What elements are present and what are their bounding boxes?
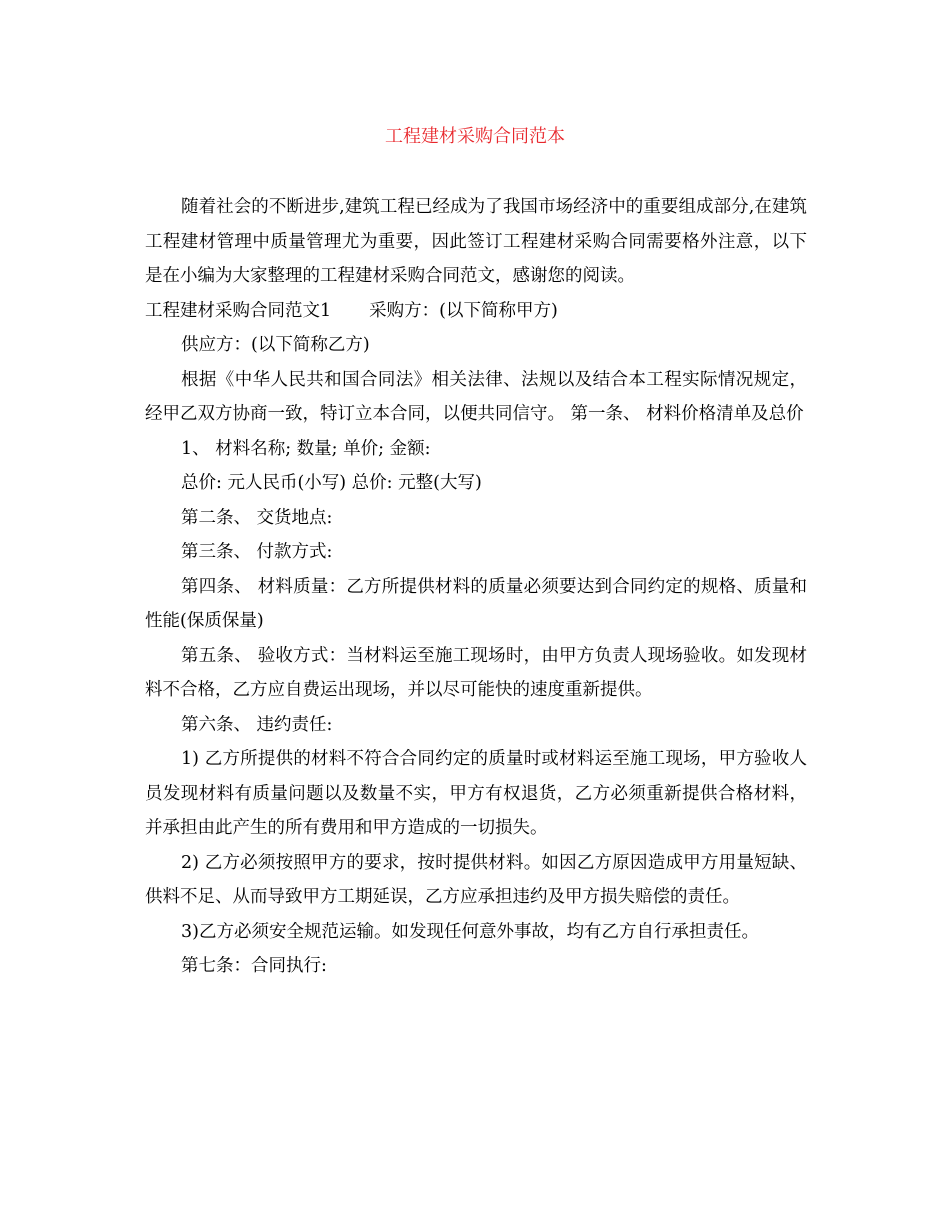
article-6-clause-1: 1) 乙方所提供的材料不符合合同约定的质量时或材料运至施工现场，甲方验收人员发现材料有质量问题以及数量不实，甲方有权退货，乙方必须重新提供合格材料，并承担由此产生的所有费用和甲方造成的一切损失。 <box>145 749 807 838</box>
sample-heading-line <box>145 294 807 329</box>
article-7: 第七条：合同执行: <box>181 956 327 976</box>
preamble-paragraph: 根据《中华人民共和国合同法》相关法律、法规以及结合本工程实际情况规定，经甲乙双方协商一致，特订立本合同，以便共同信守。 第一条、 材料价格清单及总价 <box>145 369 807 424</box>
document-body <box>145 190 807 984</box>
item-1-line: 1、 材料名称; 数量; 单价; 金额: <box>181 438 431 459</box>
article-6: 第六条、 违约责任: <box>181 714 333 735</box>
article-4: 第四条、 材料质量：乙方所提供材料的质量必须要达到合同约定的规格、质量和性能(保质保量) <box>145 576 807 631</box>
article-2: 第二条、 交货地点: <box>181 507 333 528</box>
sample-heading: 工程建材采购合同范文1 <box>145 300 332 321</box>
total-price-line: 总价: 元人民币(小写) 总价: 元整(大写) <box>181 473 482 493</box>
article-6-clause-2: 2) 乙方必须按照甲方的要求，按时提供材料。如因乙方原因造成甲方用量短缺、供料不足、从而导致甲方工期延误，乙方应承担违约及甲方损失赔偿的责任。 <box>145 852 807 907</box>
article-6-clause-3: 3)乙方必须安全规范运输。如发现任何意外事故，均有乙方自行承担责任。 <box>181 921 759 942</box>
supplier-line: 供应方：(以下简称乙方) <box>181 335 370 355</box>
document-title: 工程建材采购合同范本 <box>385 126 565 147</box>
intro-paragraph: 随着社会的不断进步,建筑工程已经成为了我国市场经济中的重要组成部分,在建筑工程建材管理中质量管理尤为重要，因此签订工程建材采购合同需要格外注意，以下是在小编为大家整理的工程建材采购合同范文，感谢您的阅读。 <box>145 197 807 286</box>
buyer-line: 采购方：(以下简称甲方) <box>369 300 558 321</box>
article-3: 第三条、 付款方式: <box>181 542 333 562</box>
article-5: 第五条、 验收方式：当材料运至施工现场时，由甲方负责人现场验收。如发现材料不合格，乙方应自费运出现场，并以尽可能快的速度重新提供。 <box>145 645 807 700</box>
